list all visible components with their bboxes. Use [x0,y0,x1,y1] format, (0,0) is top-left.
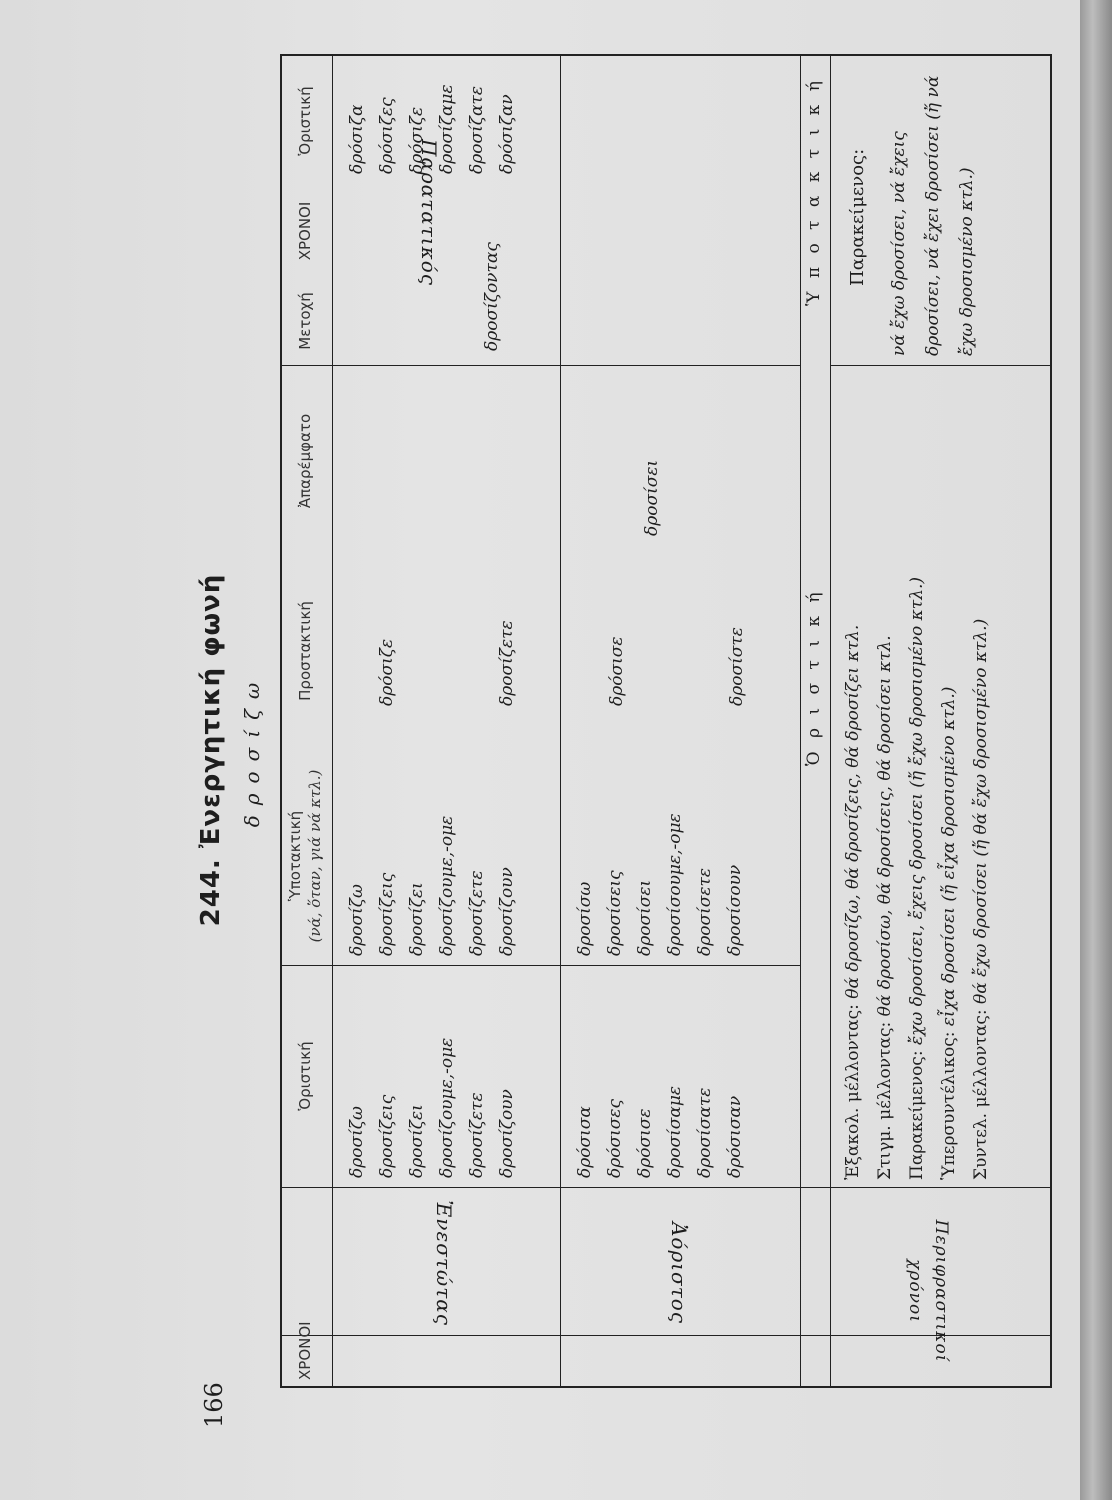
header-metoxi: Μετοχή [296,292,314,350]
tense-name: Ὑπερσυντέλικος: [939,1031,959,1180]
row-label-periphrastic: Περιφραστικοί χρόνοι [905,1219,951,1363]
aoristos-prostaktiki-2: δροσίστε [727,627,747,706]
periphrastic-line-5 [965,370,997,1180]
row-label-enestotas: Ἐνεστώτας [432,1200,456,1326]
tense-name: Στιγμ. μέλλοντας: [875,1021,895,1180]
parakeimenos-title: Παρακείμενος: [847,148,868,286]
paratatikos-oristiki: δρόσιζα δρόσιζες δρόσιζε δροσίζαμε δροσίζατε δρόσιζαν [347,84,517,174]
enestotas-metoxi: δροσίζοντας [482,242,502,351]
periphrastic-line-4 [933,370,965,1180]
header-ypotaktiki-note: (νά, ὅταν, γιά νά κτλ.) [306,769,324,943]
periphrastic-line-2 [869,370,901,1180]
page-number: 166 [200,1382,228,1428]
tense-forms: εἶχα δροσίσει (ἤ εἶχα δροσισμένο κτλ.) [939,686,959,1027]
tense-name: Συντελ. μέλλοντας: [971,1009,991,1180]
header-xronoi: ΧΡΟΝΟΙ [296,1321,314,1380]
tense-forms: ἔχω δροσίσει, ἔχεις δροσίσει (ἤ ἔχω δροσισμένο κτλ.) [907,576,927,1046]
tense-forms: θά ἔχω δροσίσει (ἤ θά ἔχω δροσισμένο κτλ.) [971,618,991,1004]
header-oristiki-2: Ὁριστική [296,86,314,156]
col-divider [282,365,800,366]
header-oristiki: Ὁριστική [296,1041,314,1111]
tense-forms: θά δροσίσω, θά δροσίσεις, θά δροσίσει κτλ. [875,635,895,1017]
periphrastic-line-3 [901,370,933,1180]
aoristos-ypotaktiki: δροσίσω δροσίσεις δροσίσει δροσίσουμε,-ομε δροσίσετε δροσίσουν [575,813,745,956]
periphrastic-oristiki-title: Ὁ ρ ι σ τ ι κ ή [804,588,824,766]
tense-name: Ἐξακολ. μέλλοντας: [843,1004,863,1180]
enestotas-prostaktiki-2: δροσίζετε [497,620,517,706]
periphrastic-line-1 [837,370,869,1180]
header-ypotaktiki: Ὑποτακτική [286,810,304,902]
aoristos-oristiki: δρόσισα δρόσισες δρόσισε δροσίσαμε δροσίσατε δρόσισαν [575,1086,745,1178]
col-divider [282,1187,1050,1188]
row-divider [830,56,831,1386]
col-divider [830,365,1050,366]
page-title: 244. Ἐνεργητική φωνή [196,573,226,927]
header-prostaktiki: Προστακτική [296,601,314,701]
verb-heading: δροσίζω [240,672,264,828]
conjugation-table [280,54,1052,1388]
aoristos-prostaktiki-1: δρόσισε [607,636,627,706]
enestotas-prostaktiki-1: δρόσιζε [377,638,397,706]
periphrastic-ypotaktiki-title: Ὑ π ο τ α κ τ ι κ ή [804,77,824,306]
tense-name: Παρακείμενος: [907,1050,927,1180]
row-label-aoristos: Ἀόριστος [667,1221,691,1324]
aoristos-aparemfato: δροσίσει [642,459,662,536]
enestotas-ypotaktiki: δροσίζω δροσίζεις δροσίζει δροσίζουμε,-ομε δροσίζετε δροσίζουν [347,815,517,956]
tense-forms: θά δροσίζω, θά δροσίζεις, θά δροσίζει κτλ. [843,624,863,999]
header-aparemfato: Ἀπαρέμφατο [296,413,314,509]
row-label-paratatikos: Παρατατικός [417,138,441,286]
parakeimenos-text: νά ἔχω δροσίσει, νά ἔχεις δροσίσει, νά ἔχει δροσίσει (ἤ νά ἔχω δροσισμένο κτλ.) [889,75,977,356]
row-divider [332,56,333,1386]
header-xronoi-2: ΧΡΟΝΟΙ [296,201,314,261]
col-divider [282,965,800,966]
enestotas-oristiki: δροσίζω δροσίζεις δροσίζει δροσίζουμε,-ομε δροσίζετε δροσίζουν [347,1037,517,1178]
row-divider [560,56,561,1386]
periphrastic-list [837,370,997,1180]
